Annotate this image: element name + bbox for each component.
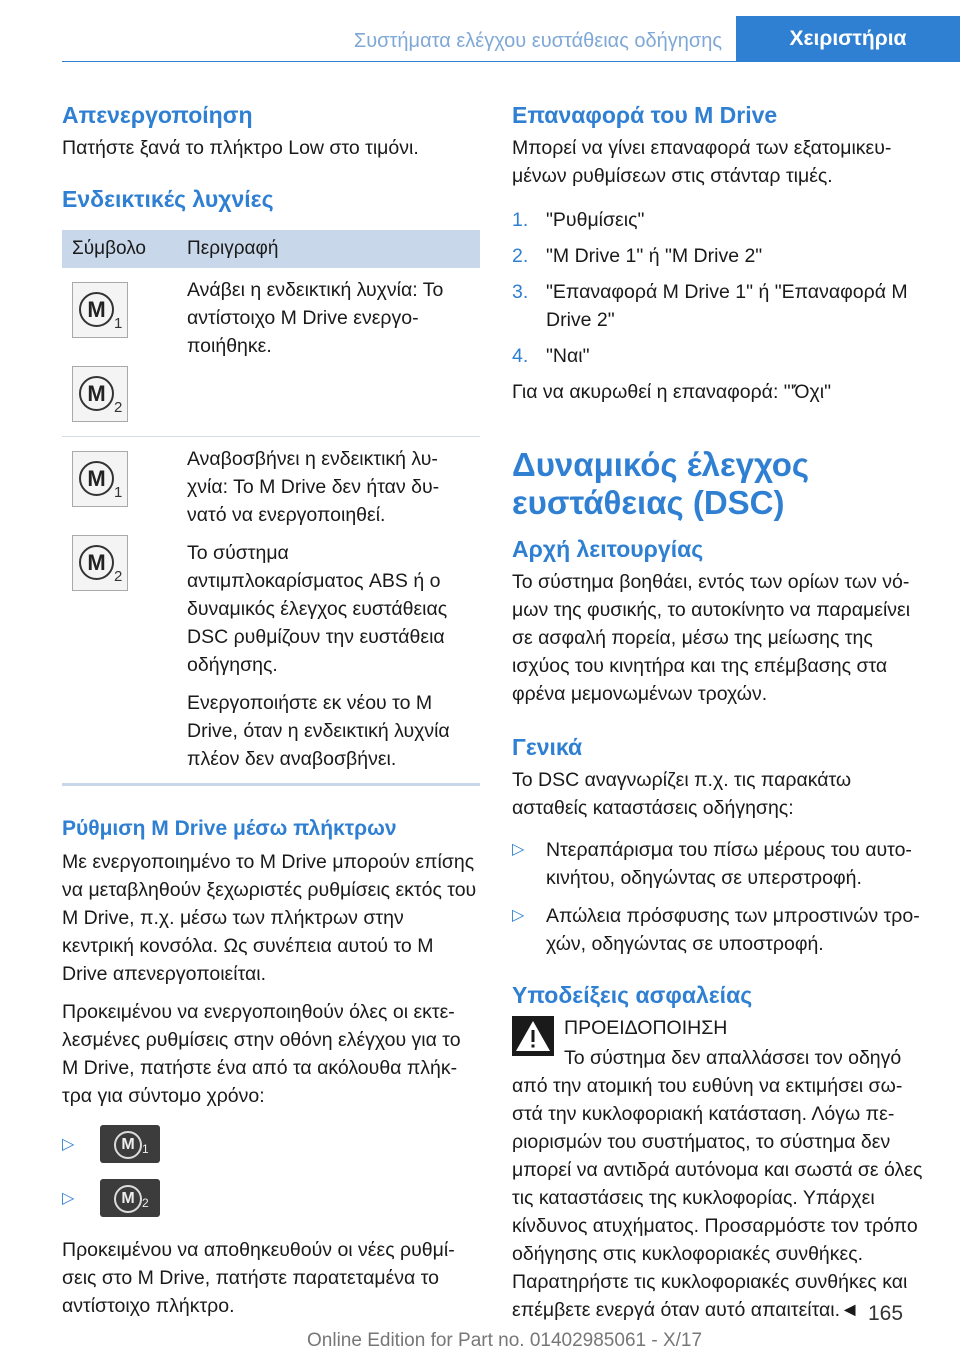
triangle-bullet-icon: ▷ — [62, 1190, 75, 1207]
indicator-table — [62, 230, 480, 786]
reset-intro: Μπορεί να γίνει επαναφορά των εξατομικευμένων ρυθμίσεων στις στάνταρ τιμές. — [512, 137, 892, 187]
reset-heading: Επαναφορά του M Drive — [512, 102, 778, 128]
triangle-bullet-icon: ▷ — [512, 841, 525, 858]
list-item: ▷ Απώλεια πρόσφυσης των μπροστινών τροχών, οδηγώντας σε υποστροφή. — [512, 902, 926, 958]
list-item: 3. "Επαναφορά M Drive 1" ή "Επαναφορά M Drive 2" — [512, 281, 908, 331]
indicators-heading: Ενδεικτικές λυχνίες — [62, 186, 274, 212]
page-header — [0, 0, 960, 62]
warning-triangle-icon — [512, 1016, 554, 1056]
table-row — [62, 268, 480, 437]
deactivation-text: Πατήστε ξανά το πλήκτρο Low στο τιμόνι. — [62, 137, 419, 159]
reset-cancel-text: Για να ακυρωθεί η επαναφορά: "'Όχι" — [512, 381, 832, 403]
principle-heading: Αρχή λειτουργίας — [512, 536, 704, 562]
list-item — [62, 1124, 480, 1164]
chapter-tab: Χειριστήρια — [736, 16, 960, 62]
m-drive-2-indicator-icon: M 2 — [72, 535, 128, 591]
list-item: 2. "M Drive 1" ή "M Drive 2" — [512, 245, 763, 267]
table-row — [62, 437, 480, 785]
row2-description: Αναβοσβήνει η ενδεικτική λυχνία: Το M Drive δεν ήταν δυνατό να ενεργοποιηθεί. Το σύστημα αντιμπλοκαρίσματος ABS ή ο δυναμικός έλεγχος ευστάθειας DSC ρυθμίζουν την ευστάθεια οδήγησης. Ενεργοποιήστε εκ νέου το M Drive, όταν η ενδεικτική λυχνία πλέον δεν αναβοσβήνει. — [177, 437, 480, 785]
principle-text: Το σύστημα βοηθάει, εντός των ορίων των νόμων της φυσικής, το αυτοκίνητο να παραμείνει σε ασφαλή πορεία, μέσω της μείωσης της ισχύος του κινητήρα και της επέμβασης στα φρένα μεμονωμένων τροχών. — [512, 571, 911, 705]
reset-steps — [512, 206, 926, 370]
general-text: Το DSC αναγνωρίζει π.χ. τις παρακάτω ασταθείς καταστάσεις οδήγησης: — [512, 769, 852, 819]
warning-block — [512, 1014, 926, 1042]
deactivation-heading: Απενεργοποίηση — [62, 102, 253, 128]
m-drive-2-indicator-icon: M 2 — [72, 366, 128, 422]
list-item: ▷ Ντεραπάρισμα του πίσω μέρους του αυτοκινήτου, οδηγώντας σε υπερστροφή. — [512, 836, 926, 892]
m-drive-2-button-icon: M 2 — [100, 1179, 160, 1217]
table-header-description: Περιγραφή — [177, 230, 480, 268]
general-heading: Γενικά — [512, 734, 583, 760]
list-item: 1. "Ρυθμίσεις" — [512, 209, 645, 231]
section-title: Συστήματα ελέγχου ευστάθειας οδήγησης — [353, 30, 722, 52]
edition-footer: Online Edition for Part no. 01402985061 - X/17 — [307, 1330, 703, 1351]
m-drive-1-button-icon: M 1 — [100, 1125, 160, 1163]
header-divider — [62, 61, 736, 62]
settings-para-2: Προκειμένου να ενεργοποιηθούν όλες οι εκτελεσμένες ρυθμίσεις στην οθόνη ελέγχου για το M Drive, πατήστε ένα από τα ακόλουθα πλήκτρα για σύντομο χρόνο: — [62, 1001, 461, 1107]
warning-text: Το σύστημα δεν απαλλάσσει τον οδηγό από την ατομική του ευθύνη να εκτιμήσει σωστά την κυκλοφοριακή κατάσταση. Λόγω περιορισμών του συστήματος, το σύστημα δεν μπορεί να αντιδρά αυτόνομα και σωστά σε όλες τις καταστάσεις της κυκλοφορίας. Υπάρχει κίνδυνος ατυχήματος. Προσαρμόστε τον τρόπο οδήγησης στις κυκλοφοριακές συνθήκες. Παρατηρήστε τις κυκλοφοριακές συνθήκες και επέμβετε ενεργά όταν αυτό απαιτείται.◄ — [512, 1047, 923, 1321]
warning-label: ΠΡΟΕΙΔΟΠΟΙΗΣΗ — [564, 1017, 728, 1039]
dsc-title: Δυναμικός έλεγχος ευστάθειας (DSC) — [512, 446, 810, 521]
settings-para-1: Με ενεργοποιημένο το M Drive μπορούν επίσης να μεταβληθούν ξεχωριστές ρυθμίσεις εκτός του M Drive, π.χ. μέσω των πλήκτρων στην κεντρική κονσόλα. Ως συνέπεια αυτού το M Drive απενεργοποιείται. — [62, 851, 477, 985]
triangle-bullet-icon: ▷ — [512, 907, 525, 924]
triangle-bullet-icon: ▷ — [62, 1136, 75, 1153]
m-drive-1-indicator-icon: M 1 — [72, 282, 128, 338]
m-drive-1-indicator-icon: M 1 — [72, 451, 128, 507]
settings-para-3: Προκειμένου να αποθηκευθούν οι νέες ρυθμίσεις στο M Drive, πατήστε παρατεταμένα το αντίστοιχο πλήκτρο. — [62, 1239, 455, 1317]
dsc-situations — [512, 836, 926, 958]
safety-heading: Υποδείξεις ασφαλείας — [512, 982, 753, 1008]
right-column — [512, 100, 926, 1334]
page-number: 165 — [868, 1302, 904, 1325]
list-item: 4. "Ναι" — [512, 345, 590, 367]
list-item — [62, 1178, 480, 1218]
row1-description: Ανάβει η ενδεικτική λυχνία: Το αντίστοιχο M Drive ενεργοποιήθηκε. — [177, 268, 480, 437]
table-header-symbol: Σύμβολο — [62, 230, 177, 268]
settings-heading: Ρύθμιση M Drive μέσω πλήκτρων — [62, 817, 397, 840]
left-column — [62, 100, 480, 1330]
